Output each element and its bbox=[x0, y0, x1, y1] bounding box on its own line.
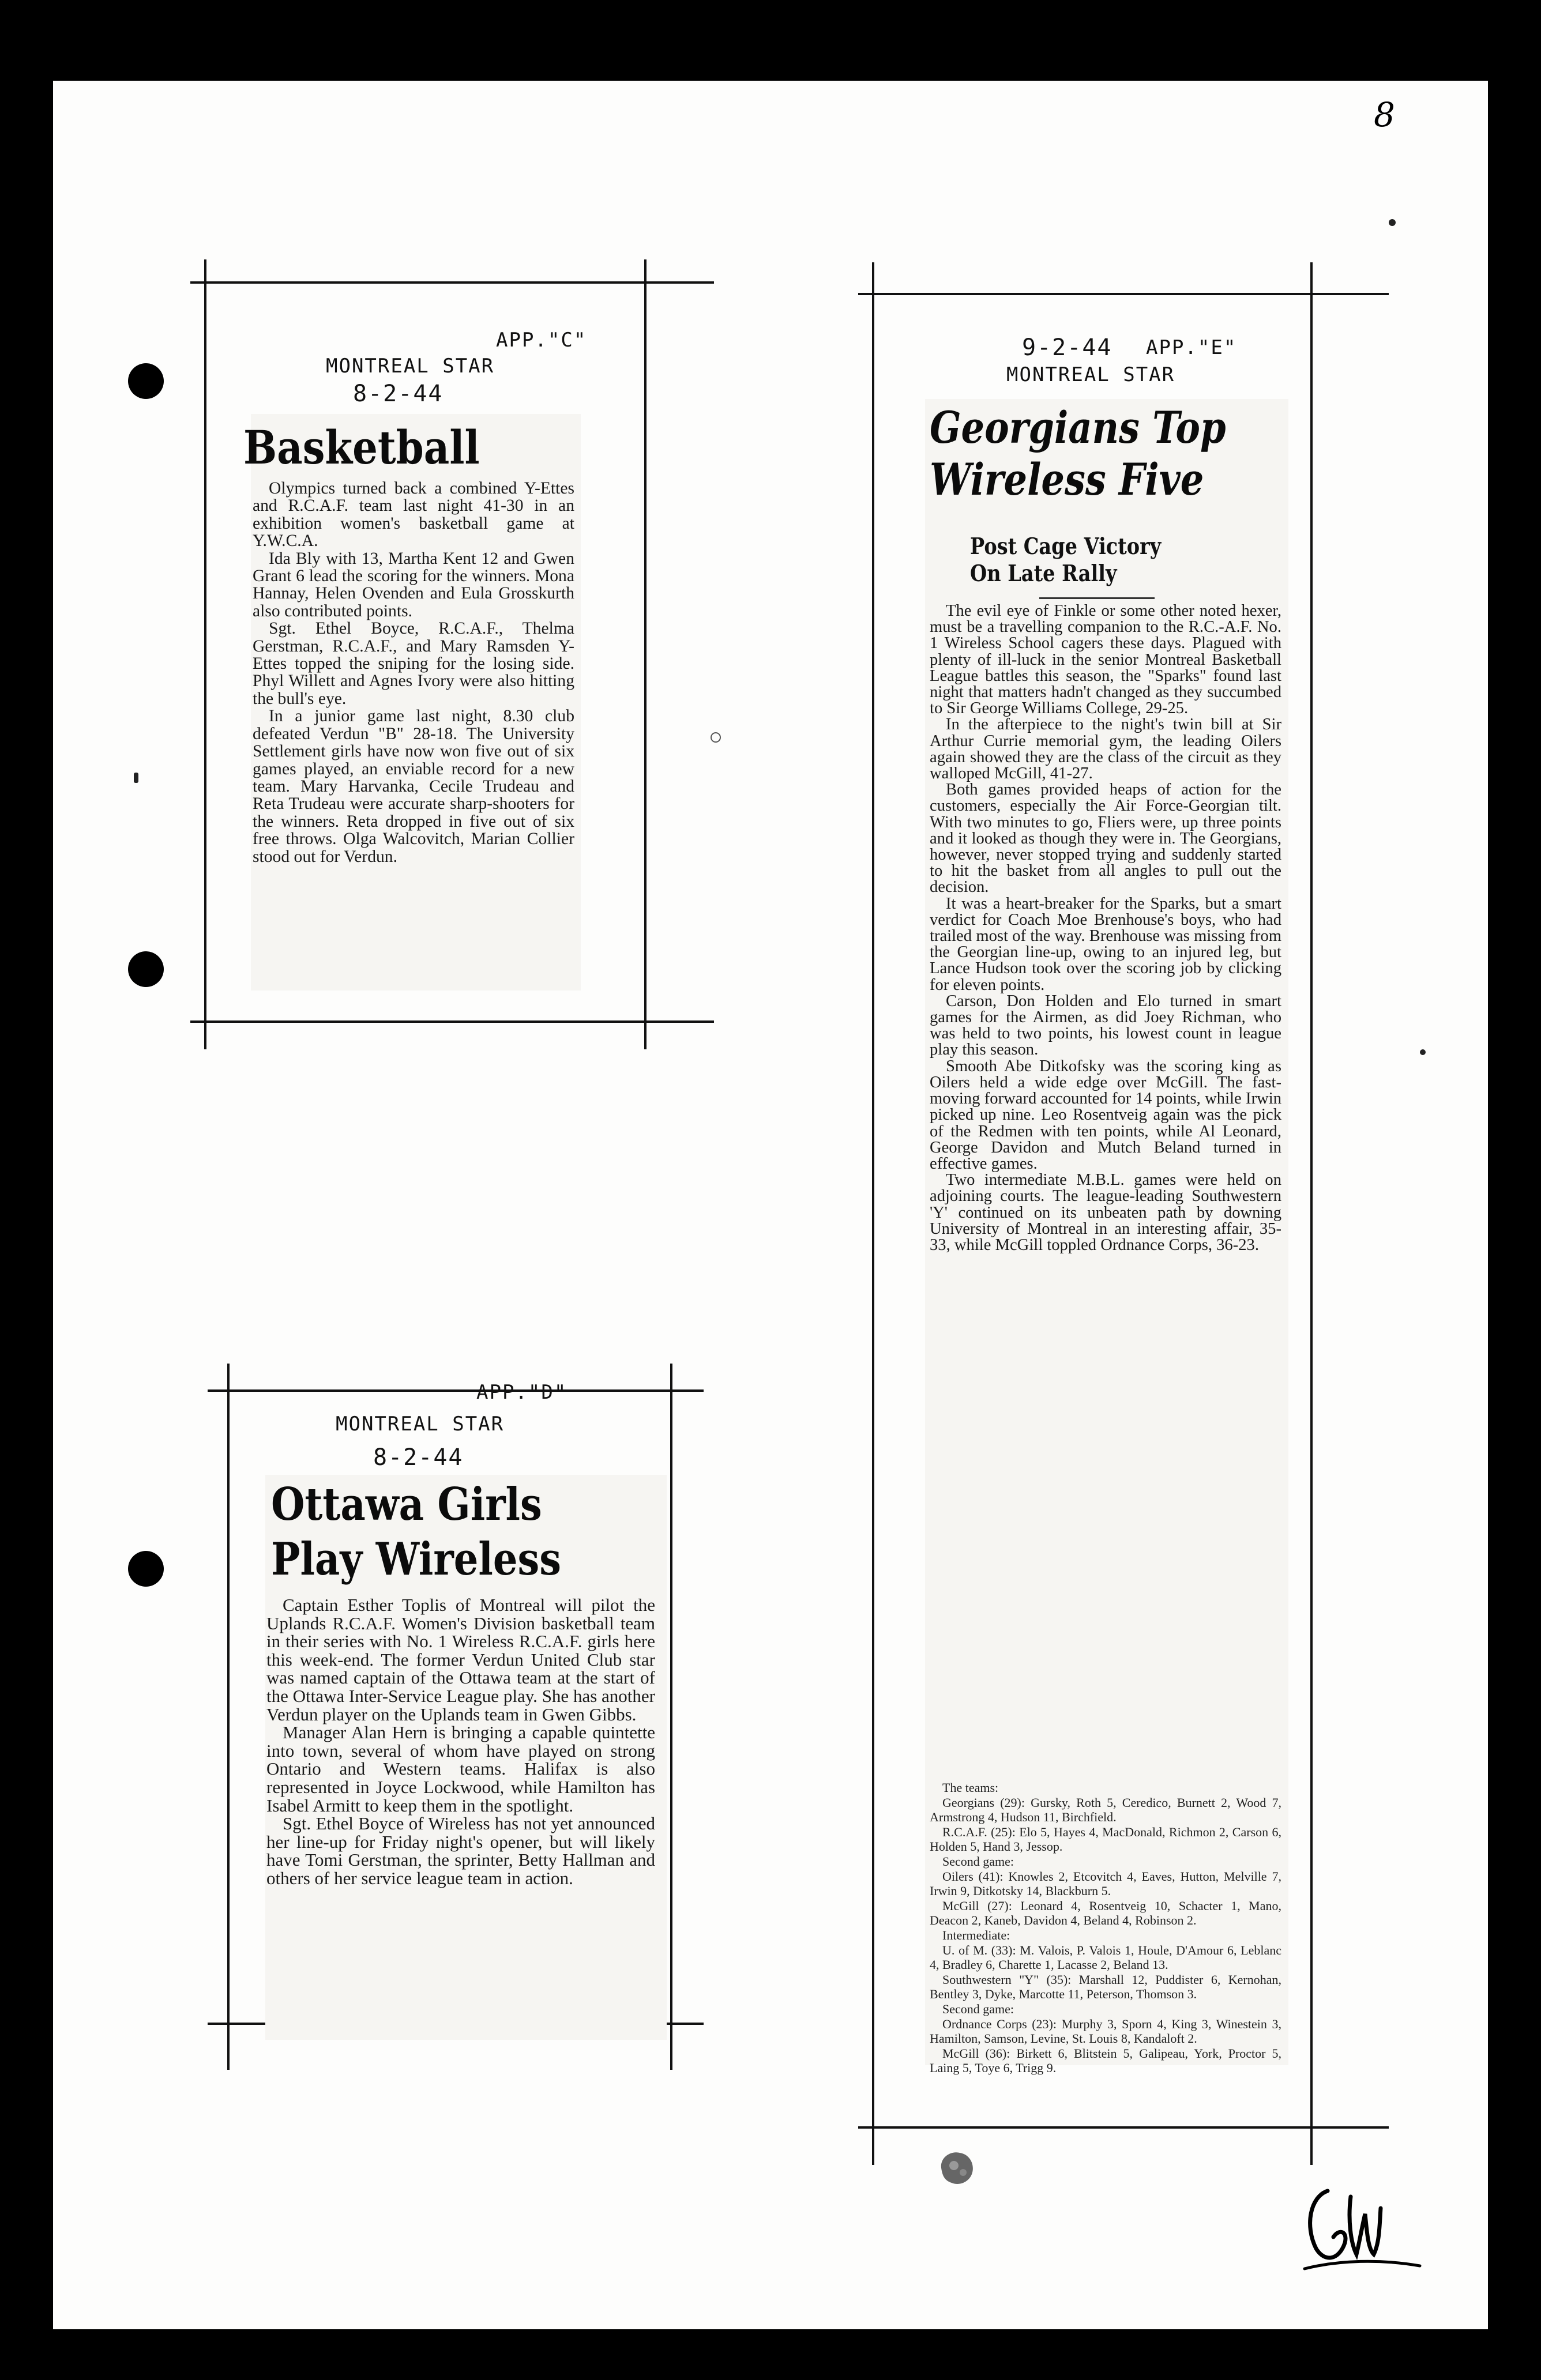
date-label: 8-2-44 bbox=[373, 1444, 464, 1471]
frame-line bbox=[190, 281, 714, 284]
handwritten-initials bbox=[1293, 2174, 1426, 2283]
subhead-line-1: Post Cage Victory bbox=[970, 533, 1162, 560]
article-paragraph: The evil eye of Finkle or some other noted hexer, must be a travelling companion to the R.C.-A.F. No. 1 Wireless School cagers these days. Plagued with plenty of ill-luck in the senior Montreal Basketball League battles this season, the "Sparks" found last night that matters hadn't changed as they succumbed to Sir George Williams College, 29-25. bbox=[930, 602, 1281, 718]
frame-line bbox=[190, 1020, 714, 1023]
ink-blot bbox=[934, 2146, 980, 2192]
lineup-line: Oilers (41): Knowles 2, Etcovitch 4, Eaves, Hutton, Melville 7, Irwin 9, Ditkotsky 14, Blackburn 5. bbox=[930, 1869, 1281, 1899]
article-body bbox=[930, 603, 1281, 1253]
headline: Basketball bbox=[243, 420, 480, 475]
article-paragraph: Captain Esther Toplis of Montreal will pilot the Uplands R.C.A.F. Women's Division basketball team in their series with No. 1 Wireless R.C.A.F. girls here this week-end. The former Verdun United Club star was named captain of the Ottawa team at the start of the Ottawa Inter-Service League play. She has another Verdun player on the Uplands team in Gwen Gibbs. bbox=[266, 1595, 655, 1724]
lineup-line: Georgians (29): Gursky, Roth 5, Ceredico, Burnett 2, Wood 7, Armstrong 4, Hudson 11, Birchfield. bbox=[930, 1795, 1281, 1825]
headline-line-1: Ottawa Girls bbox=[271, 1478, 542, 1531]
date-label: 8-2-44 bbox=[353, 381, 443, 407]
article-paragraph: Olympics turned back a combined Y-Ettes and R.C.A.F. team last night 41-30 in an exhibition women's basketball game at Y.W.C.A. bbox=[253, 479, 574, 551]
speck bbox=[134, 773, 138, 783]
appendix-label: APP."C" bbox=[496, 329, 587, 352]
speck bbox=[1420, 1049, 1426, 1055]
article-paragraph: Sgt. Ethel Boyce of Wireless has not yet announced her line-up for Friday night's opener, but will likely have Tomi Gerstman, the sprinter, Betty Hallman and others of her service league team in action. bbox=[266, 1813, 655, 1888]
lineup-line: U. of M. (33): M. Valois, P. Valois 1, Houle, D'Amour 6, Leblanc 4, Bradley 6, Charette 1, Lacasse 2, Beland 13. bbox=[930, 1942, 1281, 1972]
headline-line-1: Georgians Top bbox=[930, 402, 1226, 453]
subhead-line-2: On Late Rally bbox=[970, 560, 1117, 587]
lineup-line: Intermediate: bbox=[942, 1927, 1010, 1942]
headline-line-2: Wireless Five bbox=[930, 454, 1204, 505]
subhead-divider bbox=[1039, 597, 1155, 599]
article-paragraph: In the afterpiece to the night's twin bill at Sir Arthur Currie memorial gym, the leading Oilers again showed they are the class of the circuit as they walloped McGill, 41-27. bbox=[930, 715, 1281, 783]
lineup-line: Ordnance Corps (23): Murphy 3, Sporn 4, King 3, Winestein 3, Hamilton, Samson, Levine, St. Louis 8, Kandaloft 2. bbox=[930, 2016, 1281, 2046]
source-label: MONTREAL STAR bbox=[1006, 363, 1175, 386]
article-paragraph: Carson, Don Holden and Elo turned in smart games for the Airmen, as did Joey Richman, who was held to two points, his lowest count in league play this season. bbox=[930, 992, 1281, 1059]
lineup-line: McGill (36): Birkett 6, Blitstein 5, Galipeau, York, Proctor 5, Laing 5, Toye 6, Trigg 9. bbox=[930, 2046, 1281, 2076]
lineup-line: R.C.A.F. (25): Elo 5, Hayes 4, MacDonald, Richmon 2, Carson 6, Holden 5, Hand 3, Jessop. bbox=[930, 1824, 1281, 1854]
frame-line bbox=[644, 259, 647, 1049]
frame-line bbox=[1310, 262, 1313, 2165]
punch-hole bbox=[128, 951, 164, 987]
lineup-line: Second game: bbox=[942, 1854, 1014, 1869]
speck bbox=[1389, 219, 1396, 226]
article-paragraph: It was a heart-breaker for the Sparks, but a smart verdict for Coach Moe Brenhouse's boys, who had trailed most of the way. Brenhouse was missing from the Georgian line-up, owing to an injured leg, but Lance Hudson took over the scoring job by clicking for eleven points. bbox=[930, 894, 1281, 994]
article-paragraph: Two intermediate M.B.L. games were held on adjoining courts. The league-leading Southwestern 'Y' continued on its unbeaten path by downing University of Montreal in an interesting affair, 35-33, while McGill toppled Ordnance Corps, 36-23. bbox=[930, 1171, 1281, 1254]
article-body bbox=[266, 1596, 655, 1888]
article-paragraph: Sgt. Ethel Boyce, R.C.A.F., Thelma Gerstman, R.C.A.F., and Mary Ramsden Y-Ettes topped the sniping for the losing side. Phyl Willett and Agnes Ivory were also hitting the bull's eye. bbox=[253, 619, 574, 708]
article-paragraph: Both games provided heaps of action for the customers, especially the Air Force-Georgian tilt. With two minutes to go, Fliers were, up three points and it looked as though they were in. The Georgians, however, never stopped trying and suddenly started to hit the basket from all angles to pull out the decision. bbox=[930, 781, 1281, 897]
frame-line bbox=[670, 1364, 672, 2070]
page-number: 8 bbox=[1374, 95, 1395, 134]
appendix-label: APP."D" bbox=[476, 1381, 567, 1404]
headline-line-2: Play Wireless bbox=[271, 1533, 562, 1586]
article-paragraph: Ida Bly with 13, Martha Kent 12 and Gwen Grant 6 lead the scoring for the winners. Mona Hannay, Helen Ovenden and Eula Grosskurth also contributed points. bbox=[253, 549, 574, 620]
frame-line bbox=[858, 2126, 1389, 2129]
source-label: MONTREAL STAR bbox=[326, 355, 495, 378]
team-lineups bbox=[930, 1780, 1281, 2076]
lineup-line: The teams: bbox=[942, 1780, 999, 1795]
scrapbook-page bbox=[53, 81, 1488, 2329]
appendix-label: APP."E" bbox=[1146, 336, 1237, 359]
lineup-line: Southwestern "Y" (35): Marshall 12, Puddister 6, Kernohan, Bentley 3, Dyke, Marcotte 11, Peterson, Thomson 3. bbox=[930, 1972, 1281, 2002]
frame-line bbox=[208, 1389, 704, 1392]
frame-line bbox=[227, 1364, 230, 2070]
article-paragraph: Manager Alan Hern is bringing a capable quintette into town, several of whom have played on strong Ontario and Western teams. Halifax is also represented in Joyce Lockwood, while Hamilton has Isabel Armitt to keep them in the spotlight. bbox=[266, 1722, 655, 1816]
speck bbox=[711, 732, 721, 743]
article-paragraph: Smooth Abe Ditkofsky was the scoring king as Oilers held a wide edge over McGill. The fast-moving forward accounted for 14 points, while Irwin picked up nine. Leo Rosentveig again was the pick of the Redmen with ten points, while Al Leonard, George Davidon and Mutch Beland turned in effective games. bbox=[930, 1057, 1281, 1173]
article-paragraph: In a junior game last night, 8.30 club defeated Verdun "B" 28-18. The University Settlement girls have now won five out of six games played, an enviable record for a new team. Mary Harvanka, Cecile Trudeau and Reta Trudeau were accurate sharp-shooters for the winners. Reta dropped in five out of six free throws. Olga Walcovitch, Marian Collier stood out for Verdun. bbox=[253, 707, 574, 866]
frame-line bbox=[858, 293, 1389, 295]
lineup-line: McGill (27): Leonard 4, Rosentveig 10, Schacter 1, Mano, Deacon 2, Kaneb, Davidon 4, Beland 4, Robinson 2. bbox=[930, 1898, 1281, 1928]
punch-hole bbox=[128, 363, 164, 399]
frame-line bbox=[204, 259, 206, 1049]
source-label: MONTREAL STAR bbox=[336, 1413, 505, 1436]
lineup-line: Second game: bbox=[942, 2001, 1014, 2016]
article-body bbox=[253, 480, 574, 865]
frame-line bbox=[872, 262, 874, 2165]
punch-hole bbox=[128, 1551, 164, 1587]
date-label: 9-2-44 bbox=[1022, 334, 1112, 361]
